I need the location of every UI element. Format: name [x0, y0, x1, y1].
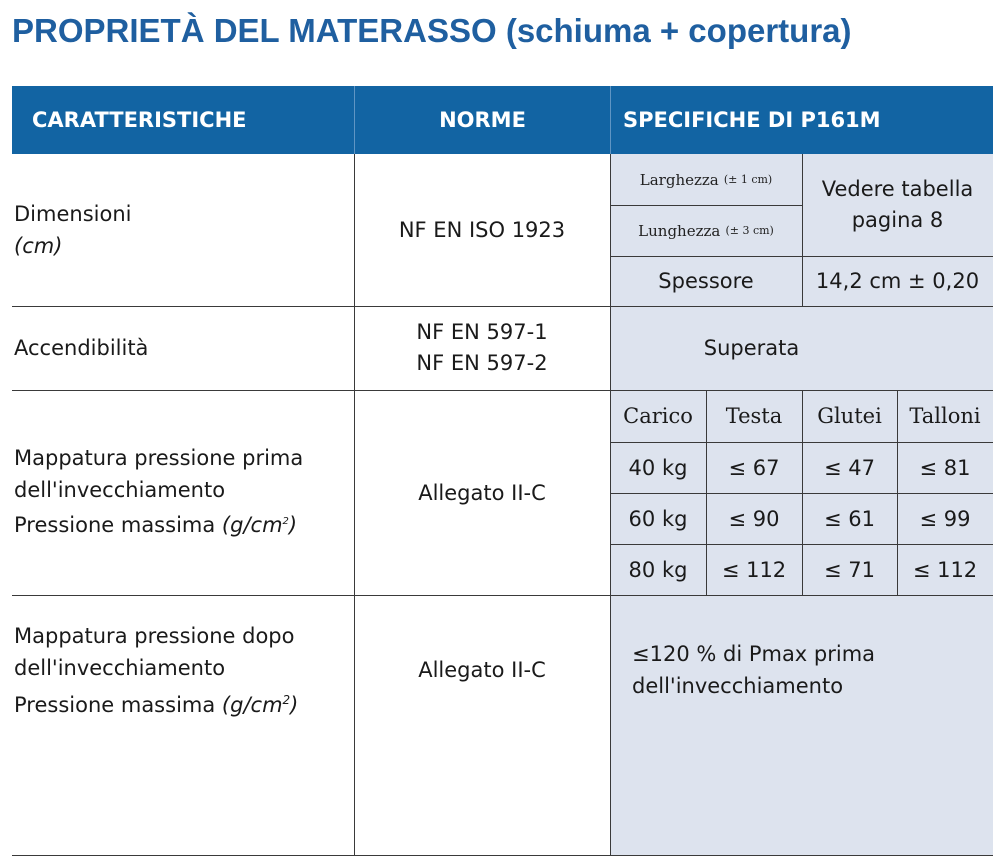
vedere-line2: pagina 8 [851, 208, 944, 232]
accendibilita-norm2: NF EN 597-2 [416, 351, 548, 375]
pressione-dopo-line2: dell'invecchiamento [14, 655, 226, 680]
unit-end: ) [290, 692, 299, 717]
unit-text: (g/cm [221, 512, 283, 537]
unit-end: ) [288, 512, 298, 537]
pressione-prima-norm: Allegato II-C [418, 480, 546, 505]
header-specifiche: SPECIFICHE DI P161M [610, 86, 993, 154]
pressure-table-cell: ≤ 61 [824, 506, 875, 531]
unit-sup: 2 [282, 515, 289, 527]
pressure-table-cell: ≤ 112 [721, 557, 787, 582]
pressione-dopo-label [14, 620, 354, 720]
pressure-table-header: Talloni [909, 404, 981, 428]
row-divider [12, 855, 993, 856]
unit-text: (g/cm [221, 692, 283, 717]
dimensioni-label [14, 196, 344, 264]
unit-sup: 2 [282, 692, 291, 707]
pressione-dopo-line1: Mappatura pressione dopo [14, 623, 295, 648]
pressure-table-header: Glutei [817, 404, 882, 428]
pressione-dopo-value-line2: dell'invecchiamento [632, 674, 844, 698]
lunghezza-cell [610, 205, 802, 256]
pressione-dopo-value [632, 636, 982, 704]
pressure-table-cell: ≤ 112 [912, 557, 978, 582]
lunghezza-label: Lunghezza [638, 221, 721, 240]
pressione-dopo-line3-text: Pressione massima [14, 692, 216, 717]
header-caratteristiche: CARATTERISTICHE [12, 86, 354, 154]
larghezza-cell [610, 154, 802, 205]
pressure-table-cell: 80 kg [628, 557, 688, 582]
pressione-prima-line2: dell'invecchiamento [14, 477, 226, 502]
pressure-table-cell: ≤ 47 [824, 455, 875, 480]
accendibilita-norm1: NF EN 597-1 [416, 320, 548, 344]
pressione-prima-label [14, 440, 354, 542]
pressione-prima-line3-text: Pressione massima [14, 512, 216, 537]
pressure-table-cell: ≤ 67 [728, 455, 780, 480]
pressure-table-cell: ≤ 99 [919, 506, 971, 531]
vedere-tabella [802, 154, 993, 256]
header-norme: NORME [354, 86, 610, 154]
larghezza-tolerance: (± 1 cm) [723, 173, 773, 186]
pressure-table-header: Carico [623, 404, 693, 428]
pressure-table-cell: 40 kg [628, 455, 688, 480]
pressione-prima-line1: Mappatura pressione prima [14, 445, 304, 470]
accendibilita-label: Accendibilità [14, 336, 149, 360]
pressione-dopo-value-line1: ≤120 % di Pmax prima [632, 642, 876, 666]
page-title: PROPRIETÀ DEL MATERASSO (schiuma + copertura) [12, 12, 852, 49]
larghezza-label: Larghezza [639, 170, 719, 189]
accendibilita-value: Superata [703, 336, 800, 360]
dimensioni-norm: NF EN ISO 1923 [398, 218, 566, 242]
pressure-table-cell: ≤ 90 [728, 506, 780, 531]
pressione-prima-line3 [14, 506, 297, 541]
row-divider [12, 595, 993, 596]
pressure-table-cell: ≤ 71 [824, 557, 875, 582]
pressione-dopo-unit [222, 693, 298, 717]
accendibilita-norm [354, 306, 610, 390]
spessore-value: 14,2 cm ± 0,20 [815, 269, 980, 293]
spessore-label: Spessore [658, 269, 754, 293]
pressure-table-cell: 60 kg [628, 506, 688, 531]
dimensioni-text: Dimensioni [14, 202, 132, 226]
pressure-table-header: Testa [725, 404, 783, 428]
pressure-table-cell: ≤ 81 [919, 455, 971, 480]
pressione-prima-unit [222, 513, 297, 537]
dimensioni-unit: (cm) [14, 234, 63, 258]
vedere-line1: Vedere tabella [821, 177, 974, 201]
lunghezza-tolerance: (± 3 cm) [725, 224, 774, 237]
pressione-dopo-norm: Allegato II-C [418, 658, 546, 682]
pressione-dopo-line3 [14, 684, 298, 721]
